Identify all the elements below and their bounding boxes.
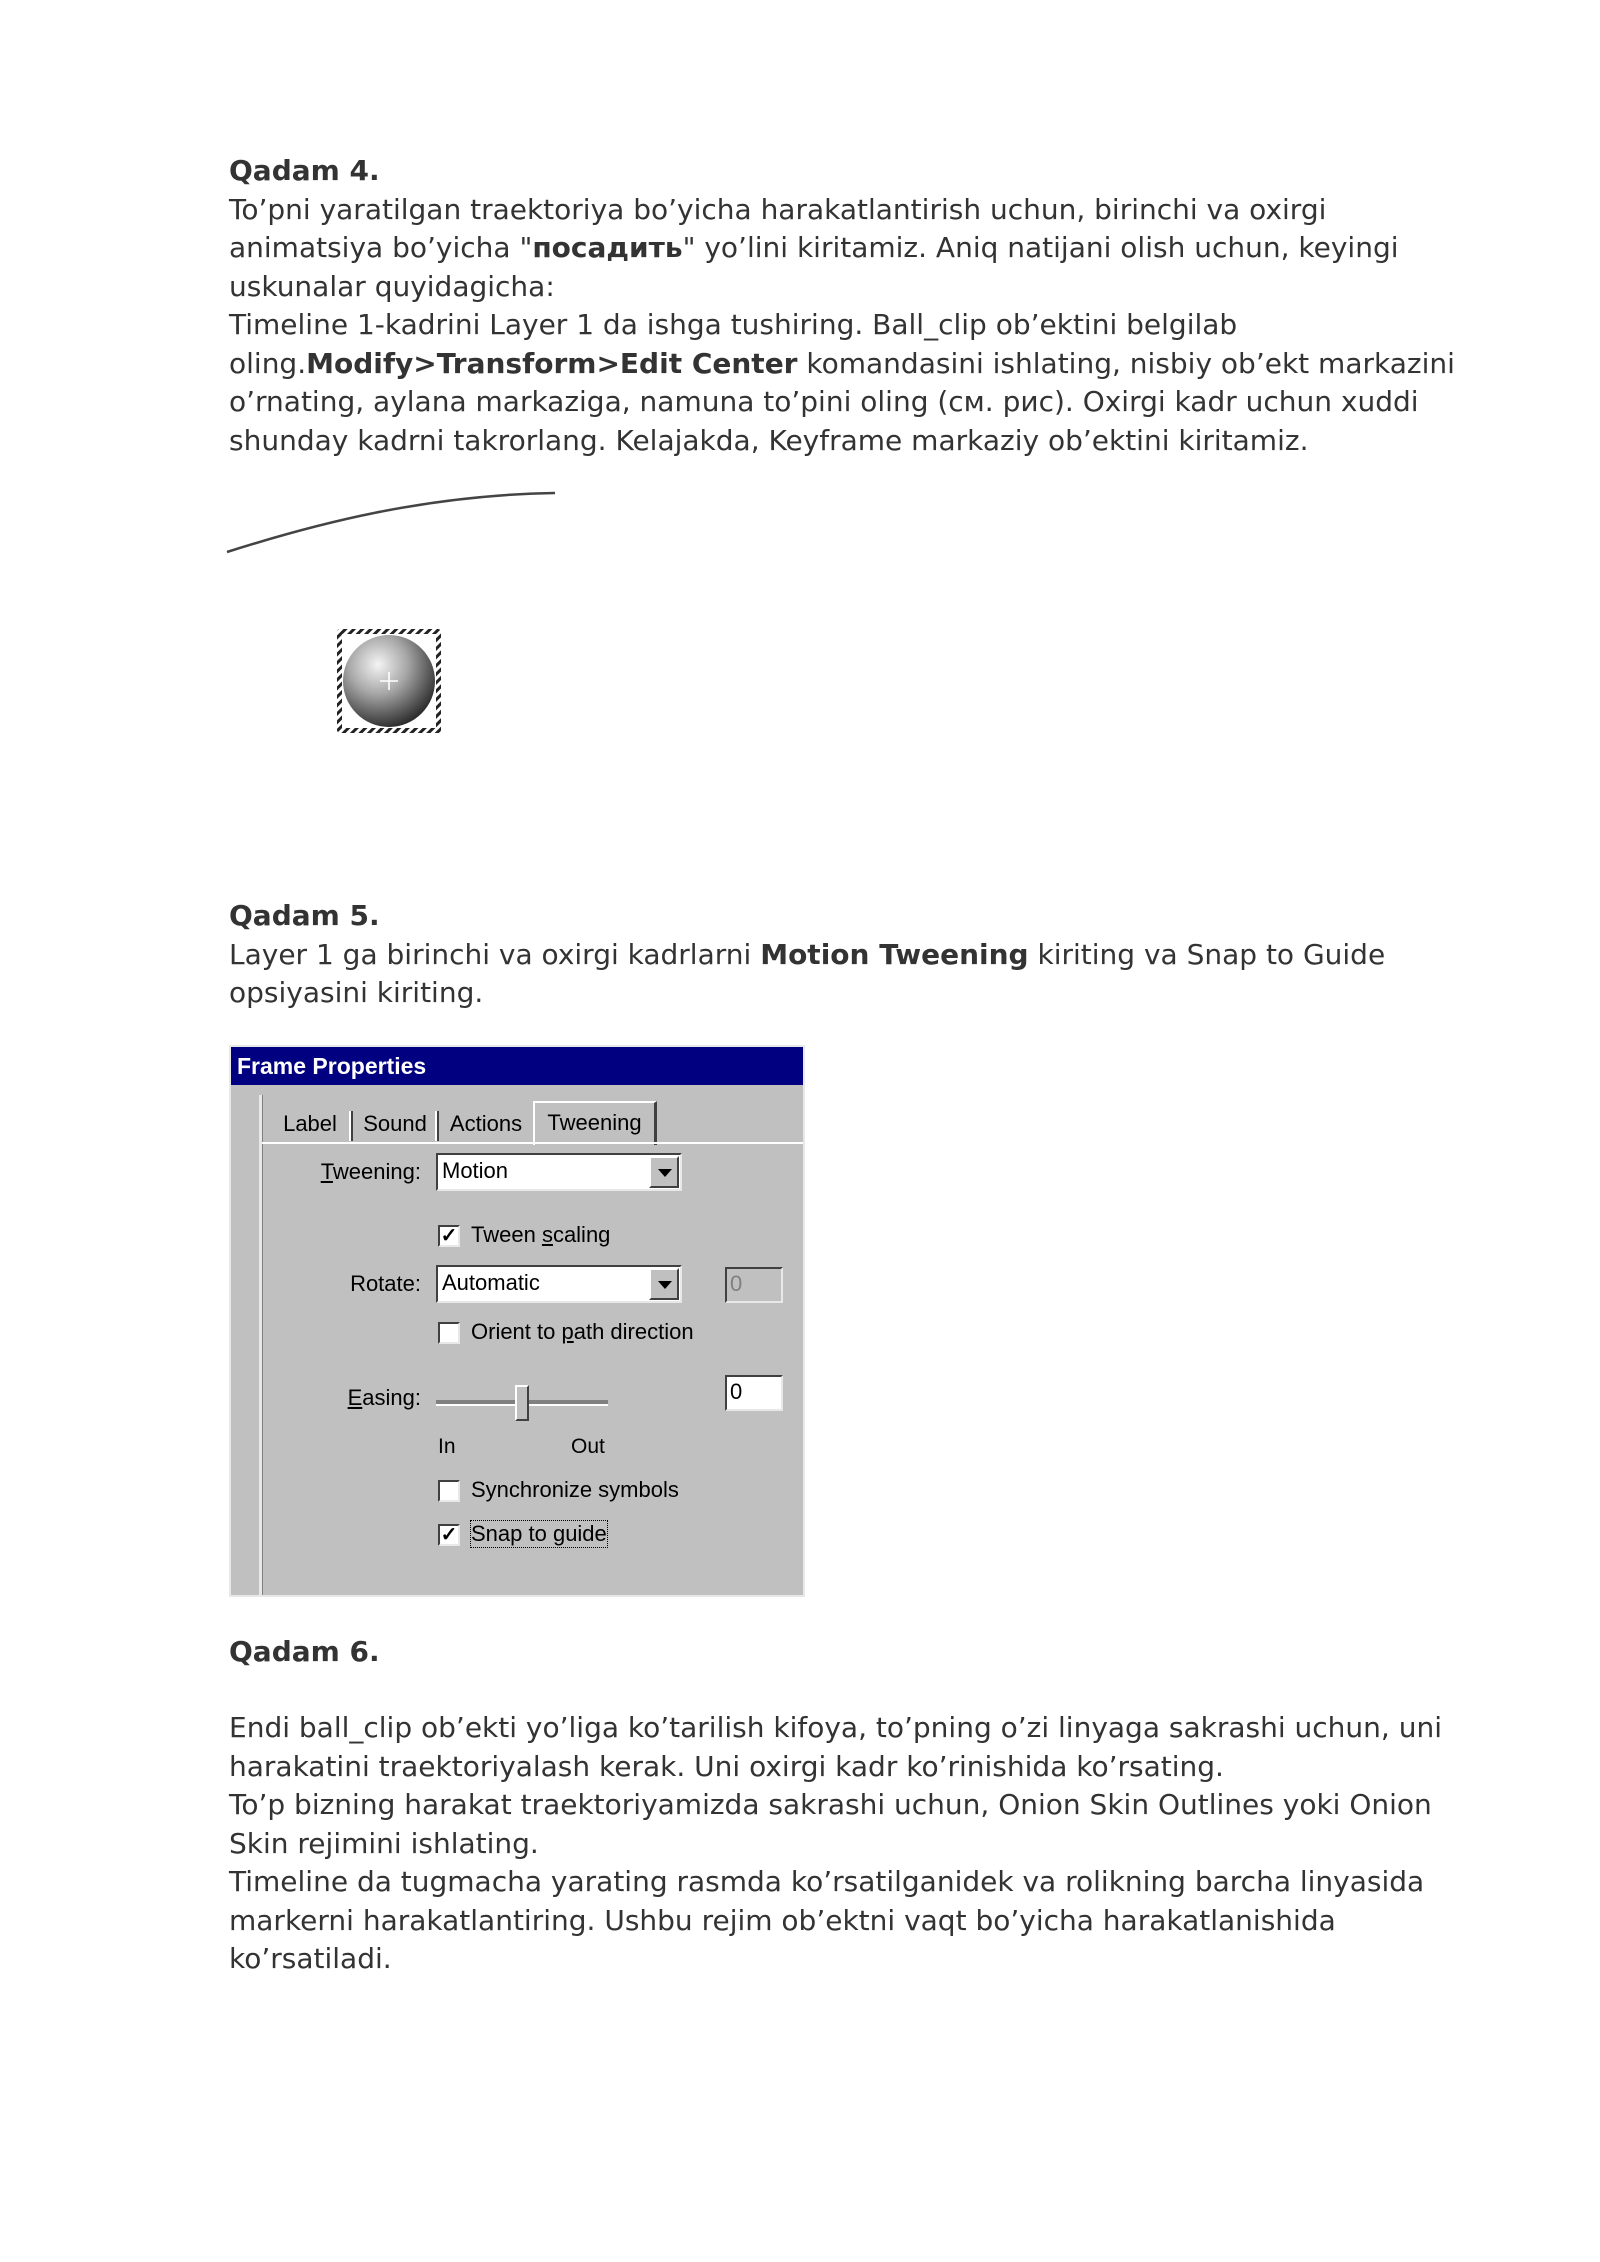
ball-clip-image [336, 628, 442, 734]
tween-scaling-label-b: caling [552, 1222, 611, 1247]
step4-p1-text-a: To’pni yaratilgan traektoriya bo’yicha harakatlantirish uchun, birinchi va oxirgi animatsiya bo’yicha " [229, 192, 1327, 264]
orient-to-path-label [471, 1319, 694, 1345]
ball-icon [336, 628, 442, 734]
tween-scaling-checkbox[interactable] [438, 1225, 460, 1247]
step5-title: Qadam 5. [229, 899, 380, 932]
tab-divider [349, 1111, 353, 1141]
check-icon: ✓ [440, 1524, 458, 1546]
step4-title: Qadam 4. [229, 154, 380, 187]
snap-to-guide-checkbox[interactable] [438, 1524, 460, 1546]
step5-section [229, 897, 1489, 1013]
snap-to-guide-label: Snap to guide [471, 1521, 607, 1546]
tab-panel-edge [262, 1142, 803, 1144]
step4-section [229, 152, 1489, 460]
trajectory-curve [225, 490, 565, 560]
easing-in-label: In [438, 1435, 456, 1458]
tab-label[interactable]: Label [283, 1111, 337, 1136]
step5-p1-text-a: Layer 1 ga birinchi va oxirgi kadrlarni [229, 937, 761, 971]
tab-divider [435, 1111, 439, 1141]
step6-section [229, 1709, 1489, 1979]
orient-label-accel: p [561, 1319, 574, 1344]
tab-sound[interactable]: Sound [363, 1111, 427, 1136]
dialog-left-edge [259, 1095, 263, 1595]
easing-label [291, 1385, 421, 1411]
step4-paragraph-2 [229, 306, 1489, 460]
orient-to-path-checkbox[interactable] [438, 1322, 460, 1344]
step4-p2-bold: Modify>Transform>Edit Center [306, 346, 798, 380]
rotate-select-value: Automatic [442, 1270, 540, 1295]
step6-paragraph-1: Endi ball_clip ob’ekti yo’liga ko’tarilish kifoya, to’pning o’zi linyaga sakrashi uchun, uni harakatini traektoriyalash kerak. Uni oxirgi kadr ko’rinishida ko’rsating. [229, 1711, 1442, 1783]
easing-value-field[interactable]: 0 [725, 1375, 783, 1411]
tweening-label-accel: T [320, 1159, 333, 1184]
step5-p1-text-b: kiriting va Snap to Guide opsiyasini kiriting. [229, 937, 1386, 1009]
step6-paragraph-3: Timeline da tugmacha yarating rasmda ko’rsatilganidek va rolikning barcha linyasida markerni harakatlantiring. Ushbu rejim ob’ektni vaqt bo’yicha harakatlanishida ko’rsatiladi. [229, 1865, 1425, 1975]
easing-label-accel: E [347, 1385, 363, 1410]
frame-properties-dialog [229, 1045, 805, 1597]
synchronize-symbols-label: Synchronize symbols [471, 1477, 679, 1502]
rotate-select[interactable] [436, 1265, 682, 1303]
tween-scaling-label-a: Tween [471, 1222, 542, 1247]
dialog-title: Frame Properties [231, 1047, 803, 1085]
step6-title: Qadam 6. [229, 1635, 380, 1668]
step5-paragraph [229, 936, 1489, 1013]
rotate-label: Rotate: [350, 1271, 421, 1296]
step4-p2-text-a: Timeline 1-kadrini Layer 1 da ishga tushiring. Ball_clip ob’ektini belgilab oling. [229, 308, 1238, 380]
step4-p1-bold: посадить [532, 231, 683, 264]
tween-scaling-label [471, 1222, 610, 1248]
tab-actions[interactable]: Actions [449, 1111, 523, 1136]
step5-p1-bold: Motion Tweening [760, 937, 1029, 971]
easing-slider-thumb[interactable] [515, 1385, 529, 1421]
synchronize-symbols-checkbox[interactable] [438, 1480, 460, 1502]
tweening-label-rest: weening: [332, 1159, 421, 1184]
check-icon: ✓ [440, 1225, 458, 1247]
easing-label-rest: asing: [362, 1385, 421, 1410]
chevron-down-icon[interactable] [649, 1156, 679, 1188]
step6-paragraph-2: To’p bizning harakat traektoriyamizda sakrashi uchun, Onion Skin Outlines yoki Onion Skin rejimini ishlating. [229, 1788, 1432, 1860]
orient-label-a: Orient to [471, 1319, 562, 1344]
chevron-down-icon[interactable] [649, 1268, 679, 1300]
orient-label-b: ath direction [573, 1319, 694, 1344]
step4-paragraph-1 [229, 191, 1489, 307]
tweening-label [291, 1159, 421, 1185]
rotate-times-field: 0 [725, 1267, 783, 1303]
tab-tweening[interactable]: Tweening [533, 1101, 657, 1145]
easing-out-label: Out [571, 1435, 605, 1458]
tweening-select-value: Motion [442, 1158, 509, 1183]
step4-p2-text-b: komandasini ishlating, nisbiy ob’ekt markazini o’rnating, aylana markaziga, namuna to’pini oling (см. рис). Oxirgi kadr uchun xuddi shunday kadrni takrorlang. Kelajakda, Keyframe markaziy ob’ektini kiritamiz. [229, 346, 1455, 457]
step4-p1-text-b: " yo’lini kiritamiz. Aniq natijani olish uchun, keyingi uskunalar quyidagicha: [229, 231, 1399, 303]
tween-scaling-label-accel: s [541, 1222, 553, 1247]
tweening-select[interactable] [436, 1153, 682, 1191]
